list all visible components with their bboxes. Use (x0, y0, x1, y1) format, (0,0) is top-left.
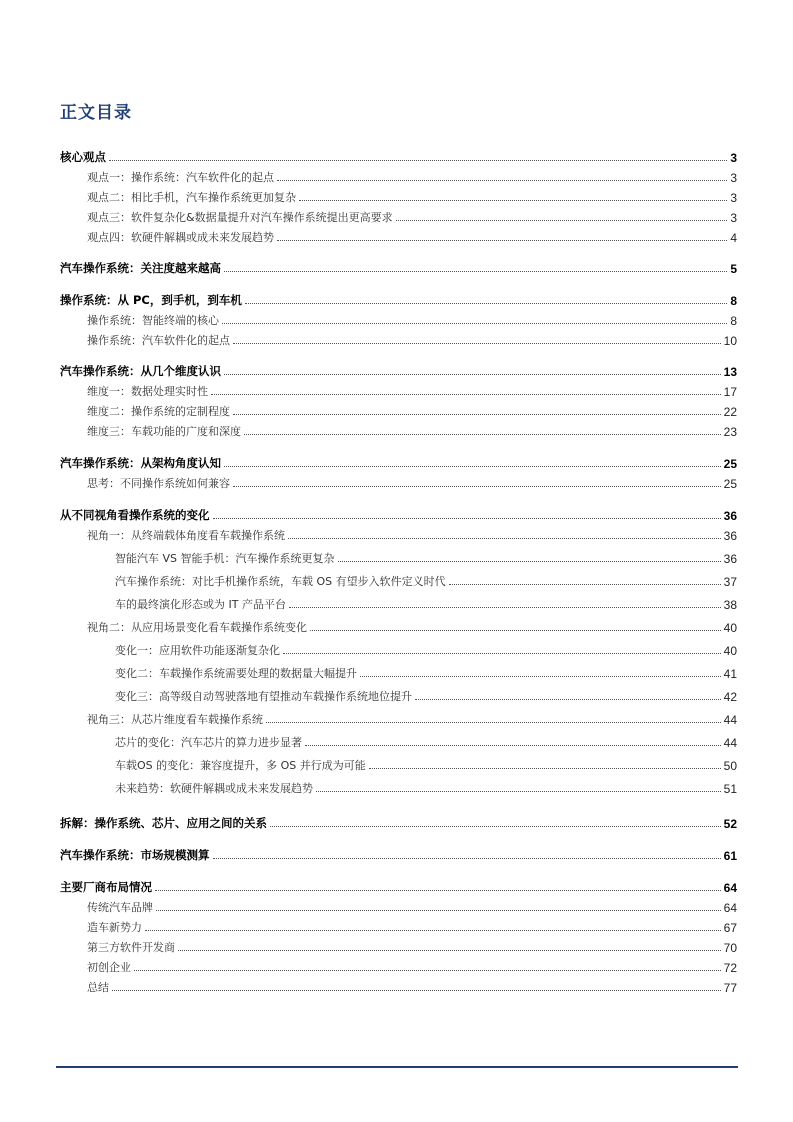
toc-leader-dots (360, 675, 721, 677)
toc-entry-label: 造车新势力 (87, 921, 142, 934)
footer-divider (56, 1066, 738, 1068)
toc-page-number: 61 (723, 849, 737, 863)
toc-leader-dots (369, 767, 721, 769)
toc-page-number: 36 (723, 552, 737, 566)
toc-entry-label: 从不同视角看操作系统的变化 (60, 508, 210, 522)
toc-leader-dots (396, 219, 728, 221)
toc-page-number: 64 (723, 901, 737, 915)
toc-section-entry[interactable] (87, 311, 737, 328)
toc-entry-label: 视角一：从终端载体角度看车载操作系统 (87, 529, 285, 542)
toc-page-number: 22 (723, 405, 737, 419)
toc-leader-dots (299, 199, 727, 201)
toc-page-number: 17 (723, 385, 737, 399)
toc-entry-label: 第三方软件开发商 (87, 941, 175, 954)
toc-section-entry[interactable] (87, 208, 737, 225)
toc-section-entry[interactable] (87, 938, 737, 955)
toc-leader-dots (224, 270, 727, 272)
toc-section-entry[interactable] (87, 228, 737, 245)
toc-chapter-entry[interactable] (60, 454, 737, 471)
toc-chapter-entry[interactable] (60, 506, 737, 523)
page-title: 正文目录 (60, 103, 132, 123)
toc-page-number: 67 (723, 921, 737, 935)
toc-leader-dots (109, 159, 727, 161)
toc-subsection-entry[interactable] (115, 549, 737, 566)
toc-entry-label: 车的最终演化形态或为 IT 产品平台 (115, 598, 286, 611)
toc-entry-label: 未来趋势：软硬件解耦或成未来发展趋势 (115, 782, 313, 795)
toc-leader-dots (224, 373, 721, 375)
toc-leader-dots (233, 342, 721, 344)
toc-page-number: 38 (723, 598, 737, 612)
toc-leader-dots (277, 179, 727, 181)
toc-subsection-entry[interactable] (115, 641, 737, 658)
toc-leader-dots (283, 652, 721, 654)
toc-leader-dots (310, 629, 721, 631)
toc-section-entry[interactable] (87, 978, 737, 995)
toc-subsection-entry[interactable] (115, 664, 737, 681)
toc-page-number: 8 (730, 294, 737, 308)
toc-leader-dots (145, 929, 721, 931)
toc-leader-dots (266, 721, 721, 723)
toc-entry-label: 拆解：操作系统、芯片、应用之间的关系 (60, 816, 267, 830)
toc-entry-label: 芯片的变化：汽车芯片的算力进步显著 (115, 736, 302, 749)
toc-entry-label: 观点四：软硬件解耦或成未来发展趋势 (87, 231, 274, 244)
toc-entry-label: 变化二：车载操作系统需要处理的数据量大幅提升 (115, 667, 357, 680)
toc-leader-dots (316, 790, 721, 792)
toc-leader-dots (233, 485, 721, 487)
toc-page-number: 40 (723, 621, 737, 635)
toc-entry-label: 汽车操作系统：关注度越来越高 (60, 261, 221, 275)
toc-page-number: 64 (723, 881, 737, 895)
toc-section-entry[interactable] (87, 402, 737, 419)
toc-entry-label: 操作系统：智能终端的核心 (87, 314, 219, 327)
toc-leader-dots (289, 606, 721, 608)
toc-page-number: 77 (723, 981, 737, 995)
toc-page-number: 37 (723, 575, 737, 589)
toc-entry-label: 观点一：操作系统：汽车软件化的起点 (87, 171, 274, 184)
toc-leader-dots (245, 302, 727, 304)
toc-entry-label: 车载OS 的变化：兼容度提升，多 OS 并行成为可能 (115, 759, 366, 772)
toc-page-number: 40 (723, 644, 737, 658)
toc-section-entry[interactable] (87, 898, 737, 915)
toc-leader-dots (134, 969, 721, 971)
toc-leader-dots (233, 413, 721, 415)
toc-chapter-entry[interactable] (60, 846, 737, 863)
toc-chapter-entry[interactable] (60, 878, 737, 895)
toc-page-number: 13 (723, 365, 737, 379)
toc-leader-dots (224, 465, 721, 467)
toc-page-number: 41 (723, 667, 737, 681)
toc-page-number: 8 (730, 314, 737, 328)
toc-entry-label: 汽车操作系统：对比手机操作系统，车载 OS 有望步入软件定义时代 (115, 575, 446, 588)
toc-entry-label: 维度二：操作系统的定制程度 (87, 405, 230, 418)
toc-section-entry[interactable] (87, 331, 737, 348)
toc-section-entry[interactable] (87, 918, 737, 935)
toc-page-number: 51 (723, 782, 737, 796)
toc-entry-label: 维度一：数据处理实时性 (87, 385, 208, 398)
toc-page-number: 5 (730, 262, 737, 276)
toc-entry-label: 观点三：软件复杂化&数据量提升对汽车操作系统提出更高要求 (87, 211, 393, 224)
toc-section-entry[interactable] (87, 188, 737, 205)
toc-entry-label: 传统汽车品牌 (87, 901, 153, 914)
toc-subsection-entry[interactable] (115, 595, 737, 612)
toc-entry-label: 总结 (87, 981, 109, 994)
toc-page-number: 23 (723, 425, 737, 439)
toc-page-number: 3 (730, 211, 737, 225)
toc-page-number: 42 (723, 690, 737, 704)
toc-leader-dots (213, 517, 721, 519)
toc-leader-dots (288, 537, 721, 539)
toc-leader-dots (415, 698, 721, 700)
toc-page-number: 44 (723, 713, 737, 727)
toc-entry-label: 智能汽车 VS 智能手机：汽车操作系统更复杂 (115, 552, 335, 565)
toc-entry-label: 操作系统：汽车软件化的起点 (87, 334, 230, 347)
toc-page-number: 10 (723, 334, 737, 348)
toc-section-entry[interactable] (87, 382, 737, 399)
toc-section-entry[interactable] (87, 422, 737, 439)
toc-entry-label: 视角二：从应用场景变化看车载操作系统变化 (87, 621, 307, 634)
toc-entry-label: 汽车操作系统：市场规模测算 (60, 848, 210, 862)
toc-leader-dots (222, 322, 727, 324)
toc-section-entry[interactable] (87, 526, 737, 543)
toc-section-entry[interactable] (87, 958, 737, 975)
toc-entry-label: 变化三：高等级自动驾驶落地有望推动车载操作系统地位提升 (115, 690, 412, 703)
toc-leader-dots (178, 949, 721, 951)
toc-entry-label: 主要厂商布局情况 (60, 880, 152, 894)
toc-subsection-entry[interactable] (115, 572, 737, 589)
toc-section-entry[interactable] (87, 474, 737, 491)
toc-leader-dots (155, 889, 721, 891)
toc-leader-dots (270, 825, 721, 827)
toc-chapter-entry[interactable] (60, 814, 737, 831)
toc-page-number: 36 (723, 529, 737, 543)
toc-page-number: 52 (723, 817, 737, 831)
toc-entry-label: 观点二：相比手机，汽车操作系统更加复杂 (87, 191, 296, 204)
toc-chapter-entry[interactable] (60, 148, 737, 165)
toc-entry-label: 变化一：应用软件功能逐渐复杂化 (115, 644, 280, 657)
toc-entry-label: 维度三：车载功能的广度和深度 (87, 425, 241, 438)
toc-leader-dots (112, 989, 721, 991)
toc-chapter-entry[interactable] (60, 259, 737, 276)
toc-subsection-entry[interactable] (115, 687, 737, 704)
toc-entry-label: 初创企业 (87, 961, 131, 974)
toc-page-number: 4 (730, 231, 737, 245)
toc-leader-dots (338, 560, 721, 562)
toc-page-number: 25 (723, 457, 737, 471)
toc-leader-dots (213, 857, 721, 859)
toc-leader-dots (244, 433, 721, 435)
toc-section-entry[interactable] (87, 168, 737, 185)
toc-entry-label: 核心观点 (60, 150, 106, 164)
toc-leader-dots (277, 239, 727, 241)
toc-entry-label: 视角三：从芯片维度看车载操作系统 (87, 713, 263, 726)
toc-entry-label: 汽车操作系统：从几个维度认识 (60, 364, 221, 378)
toc-section-entry[interactable] (87, 710, 737, 727)
toc-page-number: 25 (723, 477, 737, 491)
toc-leader-dots (449, 583, 721, 585)
toc-leader-dots (156, 909, 721, 911)
toc-subsection-entry[interactable] (115, 779, 737, 796)
toc-leader-dots (211, 393, 721, 395)
toc-page-number: 72 (723, 961, 737, 975)
toc-entry-label: 汽车操作系统：从架构角度认知 (60, 456, 221, 470)
toc-page-number: 50 (723, 759, 737, 773)
toc-leader-dots (305, 744, 721, 746)
toc-page-number: 3 (730, 191, 737, 205)
toc-chapter-entry[interactable] (60, 362, 737, 379)
toc-entry-label: 操作系统：从 PC，到手机，到车机 (60, 293, 242, 307)
toc-page-number: 3 (730, 171, 737, 185)
toc-page-number: 44 (723, 736, 737, 750)
toc-subsection-entry[interactable] (115, 733, 737, 750)
toc-page-number: 36 (723, 509, 737, 523)
toc-entry-label: 思考：不同操作系统如何兼容 (87, 477, 230, 490)
toc-section-entry[interactable] (87, 618, 737, 635)
toc-page-number: 70 (723, 941, 737, 955)
toc-chapter-entry[interactable] (60, 291, 737, 308)
toc-page-number: 3 (730, 151, 737, 165)
toc-subsection-entry[interactable] (115, 756, 737, 773)
